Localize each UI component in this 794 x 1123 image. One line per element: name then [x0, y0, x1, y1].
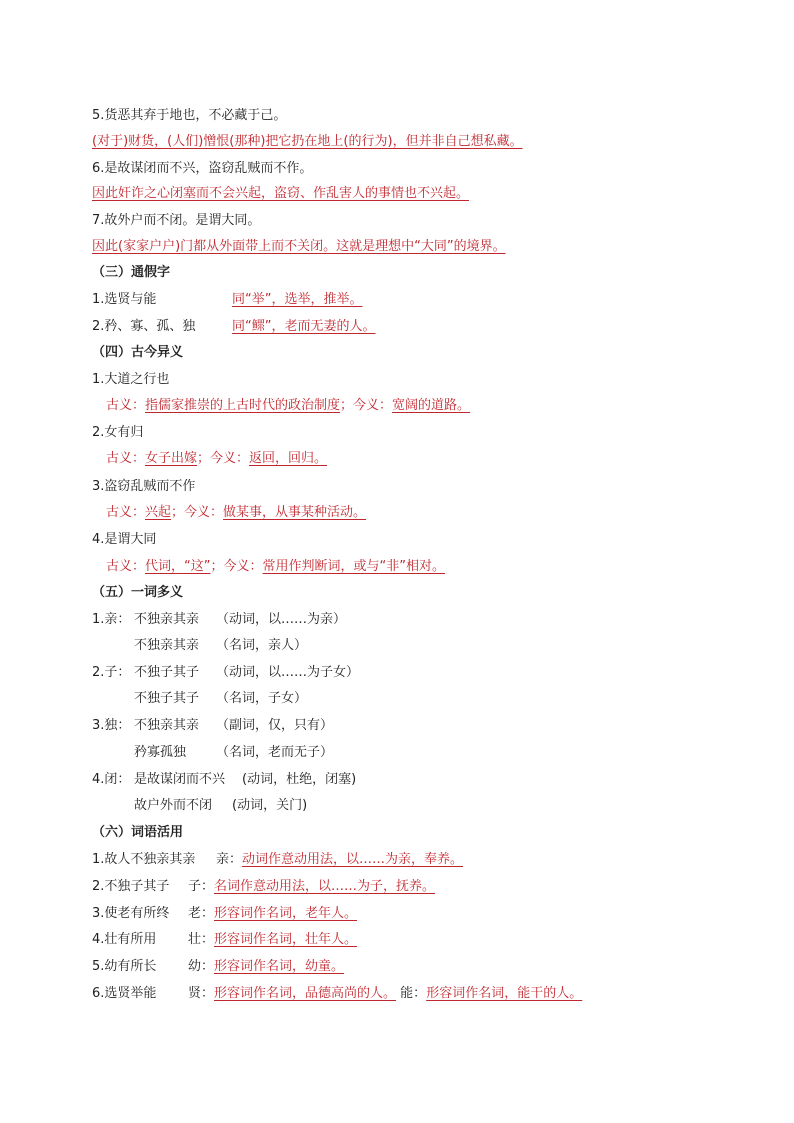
polysemy-meaning: （副词，仅，只有） — [216, 718, 334, 733]
usage-row — [92, 878, 436, 896]
polysemy-meaning: （名词，亲人） — [216, 638, 308, 653]
tongjia-item-1 — [92, 291, 363, 309]
gujin-meaning-1 — [106, 397, 470, 415]
gujin-term-3: 3.盗窃乱贼而不作 — [92, 479, 196, 494]
usage-answer: 形容词作名词，能干的人。 — [426, 986, 583, 1001]
gujin-meaning-3 — [106, 504, 366, 522]
ancient-label: 古义： — [106, 451, 146, 466]
usage-answer: 形容词作名词，幼童。 — [214, 959, 345, 974]
usage-term: 2.不独子其子 — [92, 879, 170, 894]
polysemy-phrase: 矜寡孤独 — [134, 745, 187, 760]
usage-word: 亲： — [216, 852, 243, 867]
tongjia-answer: 同“举”，选举，推举。 — [232, 292, 363, 307]
polysemy-meaning: (动词，杜绝，闭塞) — [242, 772, 357, 787]
polysemy-meaning: （名词，子女） — [216, 691, 308, 706]
gujin-term-2: 2.女有归 — [92, 425, 144, 440]
usage-word: 子： — [188, 879, 215, 894]
modern-label: ；今义： — [210, 559, 263, 574]
modern-meaning: 返回，回归。 — [249, 451, 328, 466]
usage-explanation — [188, 958, 344, 976]
usage-word: 老： — [188, 906, 215, 921]
tongjia-term: 2.矜、寡、孤、独 — [92, 319, 196, 334]
polysemy-meaning: (动词，关门) — [232, 798, 308, 813]
usage-answer: 形容词作名词，老年人。 — [214, 906, 358, 921]
polysemy-phrase: 不独亲其亲 — [134, 612, 200, 627]
usage-row — [92, 931, 358, 949]
usage-word: 壮： — [188, 932, 215, 947]
tongjia-item-2 — [92, 318, 376, 336]
usage-answer: 形容词作名词，品德高尚的人。 — [214, 986, 397, 1001]
modern-meaning: 宽阔的道路。 — [392, 398, 471, 413]
tongjia-term: 1.选贤与能 — [92, 292, 157, 307]
usage-answer: 名词作意动用法，以……为子，抚养。 — [214, 879, 436, 894]
polysemy-word: 3.独： — [92, 718, 131, 733]
translation-5: (对于)财货，(人们)憎恨(那种)把它扔在地上(的行为)，但并非自己想私藏。 — [92, 134, 523, 149]
usage-term: 5.幼有所长 — [92, 959, 157, 974]
modern-label: ；今义： — [197, 451, 250, 466]
polysemy-word: 4.闭： — [92, 772, 131, 787]
usage-row — [92, 905, 358, 923]
heading-gujinyiyi: （四）古今异义 — [92, 345, 184, 360]
translation-7: 因此(家家户户)门都从外面带上而不关闭。这就是理想中“大同”的境界。 — [92, 239, 506, 254]
sentence-7: 7.故外户而不闭。是谓大同。 — [92, 213, 261, 228]
gujin-meaning-4 — [106, 558, 445, 576]
gujin-meaning-2 — [106, 450, 327, 468]
heading-yiciduoyi: （五）一词多义 — [92, 585, 184, 600]
usage-answer: 形容词作名词，壮年人。 — [214, 932, 358, 947]
ancient-meaning: 女子出嫁 — [145, 451, 198, 466]
usage-explanation — [188, 905, 357, 923]
usage-explanation — [188, 878, 435, 896]
polysemy-row — [92, 771, 357, 789]
ancient-label: 古义： — [106, 559, 146, 574]
polysemy-phrase: 不独子其子 — [134, 691, 200, 706]
modern-meaning: 常用作判断词，或与“非”相对。 — [262, 559, 445, 574]
polysemy-word: 1.亲： — [92, 612, 131, 627]
polysemy-row — [92, 611, 347, 629]
ancient-meaning: 指儒家推崇的上古时代的政治制度 — [145, 398, 341, 413]
polysemy-phrase: 不独亲其亲 — [134, 638, 200, 653]
usage-term: 4.壮有所用 — [92, 932, 157, 947]
modern-meaning: 做某事，从事某种活动。 — [223, 505, 367, 520]
ancient-meaning: 兴起 — [145, 505, 172, 520]
modern-label: ；今义： — [340, 398, 393, 413]
usage-term: 1.故人不独亲其亲 — [92, 852, 196, 867]
usage-word: 幼： — [188, 959, 215, 974]
polysemy-row — [92, 664, 360, 682]
polysemy-word: 2.子： — [92, 665, 131, 680]
usage-word: 能： — [400, 986, 427, 1001]
polysemy-row — [92, 717, 334, 735]
polysemy-meaning: （动词，以……为亲） — [216, 612, 347, 627]
polysemy-phrase: 故户外而不闭 — [134, 798, 213, 813]
ancient-label: 古义： — [106, 398, 146, 413]
polysemy-phrase: 不独亲其亲 — [134, 718, 200, 733]
modern-label: ；今义： — [171, 505, 224, 520]
usage-row — [92, 985, 583, 1003]
usage-answer: 动词作意动用法，以……为亲，奉养。 — [242, 852, 464, 867]
usage-explanation — [188, 931, 357, 949]
usage-row — [92, 851, 464, 869]
heading-ciyuhuoyong: （六）词语活用 — [92, 825, 184, 840]
gujin-term-4: 4.是谓大同 — [92, 532, 157, 547]
ancient-label: 古义： — [106, 505, 146, 520]
usage-term: 6.选贤举能 — [92, 986, 157, 1001]
polysemy-meaning: （名词，老而无子） — [216, 745, 334, 760]
tongjia-answer: 同“鳏”，老而无妻的人。 — [232, 319, 376, 334]
usage-explanation — [188, 985, 582, 1003]
ancient-meaning: 代词，“这” — [145, 559, 211, 574]
sentence-5: 5.货恶其弃于地也，不必藏于己。 — [92, 108, 287, 123]
sentence-6: 6.是故谋闭而不兴，盗窃乱贼而不作。 — [92, 161, 313, 176]
polysemy-phrase: 不独子其子 — [134, 665, 200, 680]
usage-term: 3.使老有所终 — [92, 906, 170, 921]
usage-explanation — [216, 851, 463, 869]
usage-row — [92, 958, 345, 976]
heading-tongjiazi: （三）通假字 — [92, 265, 171, 280]
usage-word: 贤： — [188, 986, 215, 1001]
gujin-term-1: 1.大道之行也 — [92, 372, 170, 387]
polysemy-phrase: 是故谋闭而不兴 — [134, 772, 226, 787]
translation-6: 因此奸诈之心闭塞而不会兴起，盗窃、作乱害人的事情也不兴起。 — [92, 186, 470, 201]
polysemy-meaning: （动词，以……为子女） — [216, 665, 360, 680]
